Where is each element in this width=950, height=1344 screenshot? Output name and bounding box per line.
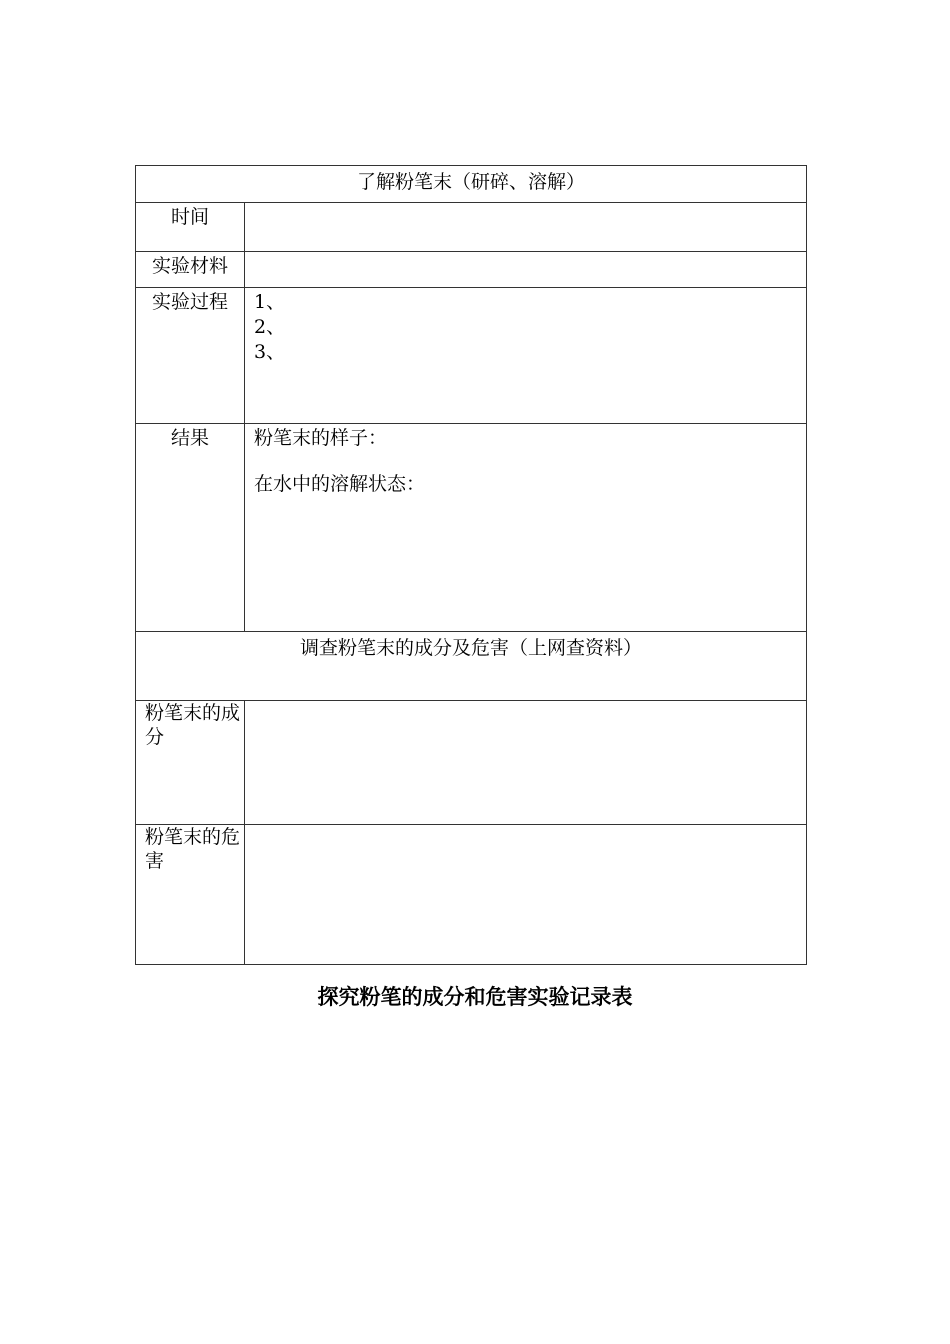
time-row: [136, 203, 807, 252]
section1-title: 了解粉笔末（研碎、溶解）: [136, 166, 807, 203]
time-label: 时间: [136, 203, 245, 252]
result-field[interactable]: [245, 424, 807, 632]
section2-title: 调查粉笔末的成分及危害（上网查资料）: [136, 632, 807, 701]
section1-header-row: [136, 166, 807, 203]
composition-row: [136, 701, 807, 825]
result-row: [136, 424, 807, 632]
harm-label: 粉笔末的危害: [136, 825, 245, 965]
harm-row: [136, 825, 807, 965]
composition-field[interactable]: [245, 701, 807, 825]
section2-header-row: [136, 632, 807, 701]
time-field[interactable]: [245, 203, 807, 252]
result-appearance-label: 粉笔末的样子：: [254, 427, 388, 449]
process-label: 实验过程: [136, 288, 245, 424]
harm-field[interactable]: [245, 825, 807, 965]
experiment-record-table: [135, 165, 807, 965]
process-field[interactable]: [245, 288, 807, 424]
result-dissolution-label: 在水中的溶解状态：: [254, 473, 426, 495]
materials-label: 实验材料: [136, 252, 245, 288]
composition-label: 粉笔末的成分: [136, 701, 245, 825]
materials-row: [136, 252, 807, 288]
process-row: [136, 288, 807, 424]
materials-field[interactable]: [245, 252, 807, 288]
process-step-3: 3、: [254, 341, 286, 363]
result-label: 结果: [136, 424, 245, 632]
document-title: 探究粉笔的成分和危害实验记录表: [317, 985, 633, 1009]
process-step-1: 1、: [254, 291, 286, 313]
process-step-2: 2、: [254, 316, 286, 338]
